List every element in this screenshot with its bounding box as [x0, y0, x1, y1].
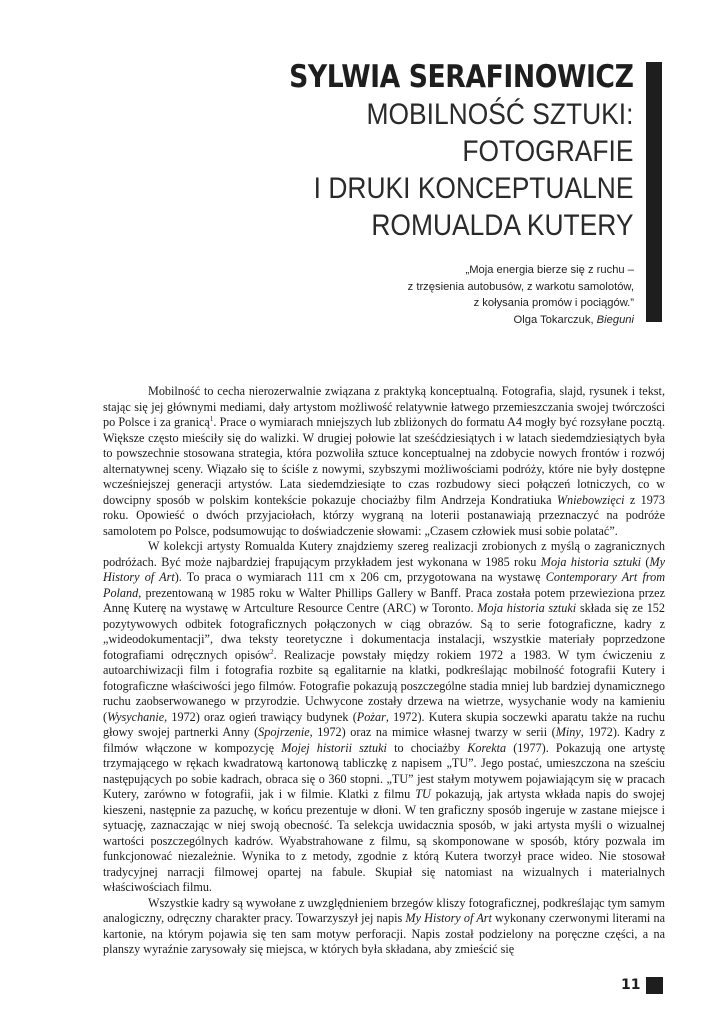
- title-line-3: I DRUKI KONCEPTUALNE: [313, 172, 633, 205]
- p2-text: , 1972). Kutera skupia soczewki aparatu także na ruchu głowy swojej partnerki Anny (: [103, 709, 665, 739]
- p1-text: Mobilność to cecha nierozerwalnie związana z praktyką konceptualną. Fotografia, slajd, rysunek i tekst, stając się jej głównymi mediami, dały artystom możliwość relatywnie łatwego przemieszczania swojej twórczości po Polsce i za granicą: [103, 384, 665, 429]
- p2-text: , 1972). Kadry z filmów włączone w kompozycję: [103, 725, 665, 755]
- p2-text: ). To praca o wymiarach 111 cm x 206 cm, przygotowana na wystawę: [174, 570, 546, 584]
- p3-text: wykonany czerwonymi literami na kartonie, na którym pojawia się ten sam motyw perforacji. Napis został podzielony na poręczne części, a na planszy wyraźnie zarysowały się miejsca, w których była składana, aby zmieścić się: [103, 911, 665, 956]
- work-title: My History of Art: [103, 554, 666, 584]
- paragraph-2: [103, 539, 665, 896]
- epigraph: [408, 262, 634, 328]
- footnote-ref-2[interactable]: 2: [270, 647, 274, 656]
- author-name: SYLWIA SERAFINOWICZ: [288, 59, 633, 95]
- work-title: Moja historia sztuki: [477, 601, 577, 615]
- p2-text: , 1972) oraz ogień trawiący budynek (: [164, 709, 357, 724]
- p2-text: to chociażby: [386, 740, 468, 755]
- footnote-ref-1[interactable]: 1: [209, 414, 214, 423]
- work-title: Moja historia sztuki: [540, 554, 641, 569]
- p2-text: , prezentowaną w 1985 roku w Walter Phillips Gallery w Banff. Praca została potem przewieziona przez Annę Kuterę na wystawę w Artculture Resource Centre (ARC) w Toronto.: [103, 585, 665, 615]
- work-title: Miny: [555, 725, 581, 739]
- article-body: [103, 384, 665, 958]
- work-title: Korekta: [467, 740, 507, 755]
- article-header: [233, 58, 633, 244]
- epigraph-source: [408, 312, 634, 329]
- p2-text: (1977). Pokazują one artystę trzymającego w rękach kwadratową kartonową tabliczkę z napisem „TU”. Jego postać, umieszczona na sześciu następujących po sobie kadrach, obraca się o 360 stopni. „TU” jest stałym motywem pojawiającym się w pracach Kutery, zarówno w fotografii, jak i w filmie. Klatki z filmu: [103, 740, 665, 801]
- p2-text: pokazują, jak artysta wkłada napis do swojej kieszeni, następnie za pazuchę, w końcu prezentuje w dłoni. W ten graficzny sposób ingeruje w zastane miejsce i sytuację, zaznaczając w niej swoją obecność. Ta selekcja uwidacznia sposób, w jaki artysta myśli o wizualnej wartości poszczególnych kadrów. Wyabstrahowane z filmu, są skomponowane w sposób, który pozwala im funkcjonować niezależnie. Wynika to z metody, zgodnie z którą Kutera tworzył prace wideo. Nie stosował tradycyjnej narracji filmowej opartej na fabule. Skupiał się natomiast na wizualnych i materialnych właściwościach filmu.: [103, 787, 666, 894]
- p2-text: W kolekcji artysty Romualda Kutery znajdziemy szereg realizacji zrobionych z myślą o zagranicznych podróżach. Być może najbardziej frapującym przykładem jest wykonana w 1985 roku: [103, 539, 665, 569]
- epigraph-line-2: z trzęsienia autobusów, z warkotu samolotów,: [407, 280, 634, 293]
- work-title: My History of Art: [405, 911, 492, 925]
- p2-text: . Realizacje powstały między rokiem 1972 a 1983. W tym ćwiczeniu z autoarchiwizacji film i fotografia rozbite są egalitarnie na klatki, podkreślając mobilność fotografii Kutery i fotograficzne właściwości jego filmów. Fotografie pokazują poszczególne stadia mniej lub bardziej dynamicznego ruchu zaobserwowanego w przyrodzie. Uchwycone zostały drzewa na wietrze, wysychanie wody na kamieniu (: [103, 647, 665, 724]
- p1-text: . Prace o wymiarach mniejszych lub zbliżonych do formatu A4 mogły być rozsyłane pocztą. Większe często mieściły się do walizki. W drugiej połowie lat sześćdziesiątych i w latach siedemdziesiątych była to powszechnie stosowana strategia, która pozwoliła sztuce konceptualnej na zdobycie nowych frontów i rozwój alternatywnej sceny. Wiązało się to ściśle z nowymi, szybszymi możliwościami podróży, które nie były dostępne wcześniejszej generacji artystów. Lata siedemdziesiąte to czas rozbudowy sieci połączeń lotniczych, co w dowcipny sposób w polskim kontekście pokazuje chociażby film Andrzeja Kondratiuka: [103, 415, 665, 507]
- work-title: Pożar: [356, 709, 386, 724]
- work-title: Mojej historii sztuki: [281, 740, 387, 755]
- page-number: 11: [621, 977, 641, 993]
- epigraph-line-1: „Moja energia bierze się z ruchu –: [465, 264, 634, 276]
- p3-text: Wszystkie kadry są wywołane z uwzględnieniem brzegów kliszy fotograficznej, podkreślając tym samym analogiczny, odręczny charakter pracy. Towarzyszył jej napis: [103, 895, 665, 925]
- p2-text: (: [641, 554, 650, 569]
- work-title: TU: [415, 787, 431, 801]
- epigraph-source-work: Bieguni: [596, 313, 634, 326]
- title-line-1: MOBILNOŚĆ SZTUKI:: [366, 98, 633, 131]
- work-title: Spojrzenie: [258, 725, 310, 739]
- title-line-2: FOTOGRAFIE: [461, 135, 633, 168]
- exhibition-title: Contemporary Art from Poland: [103, 570, 666, 600]
- paragraph-1: [103, 384, 665, 539]
- p2-text: , 1972) oraz na mimice własnej twarzy w serii (: [309, 725, 556, 739]
- work-title: Wysychanie: [107, 709, 165, 724]
- title-line-4: ROMUALDA KUTERY: [370, 209, 633, 242]
- p1-text: z 1973 roku. Opowieść o dwóch przyjaciołach, którzy wygraną na loterii postanawiają przeznaczyć na podróże samolotem po Polsce, podsumowując to doświadczenie słowami: „Czasem człowiek musi sobie polatać”.: [103, 492, 665, 538]
- epigraph-line-3: z kołysania promów i pociągów.”: [473, 297, 634, 310]
- page-number-marker: [646, 977, 663, 994]
- film-title-wniebowzieci: Wniebowzięci: [556, 492, 625, 507]
- decorative-vertical-bar: [646, 62, 662, 322]
- paragraph-3: [103, 896, 665, 958]
- p2-text: składa się ze 152 pozytywowych odbitek fotograficznych połączonych w ciąg obrazów. Są to serie fotograficzne, kadry z „wideodokumentacji”, dwa teksty teoretyczne i dokumentacja instalacji, wszystkie materiały poprzedzone fotografiami odręcznych opisów: [103, 601, 665, 662]
- epigraph-source-author: Olga Tokarczuk,: [513, 313, 597, 326]
